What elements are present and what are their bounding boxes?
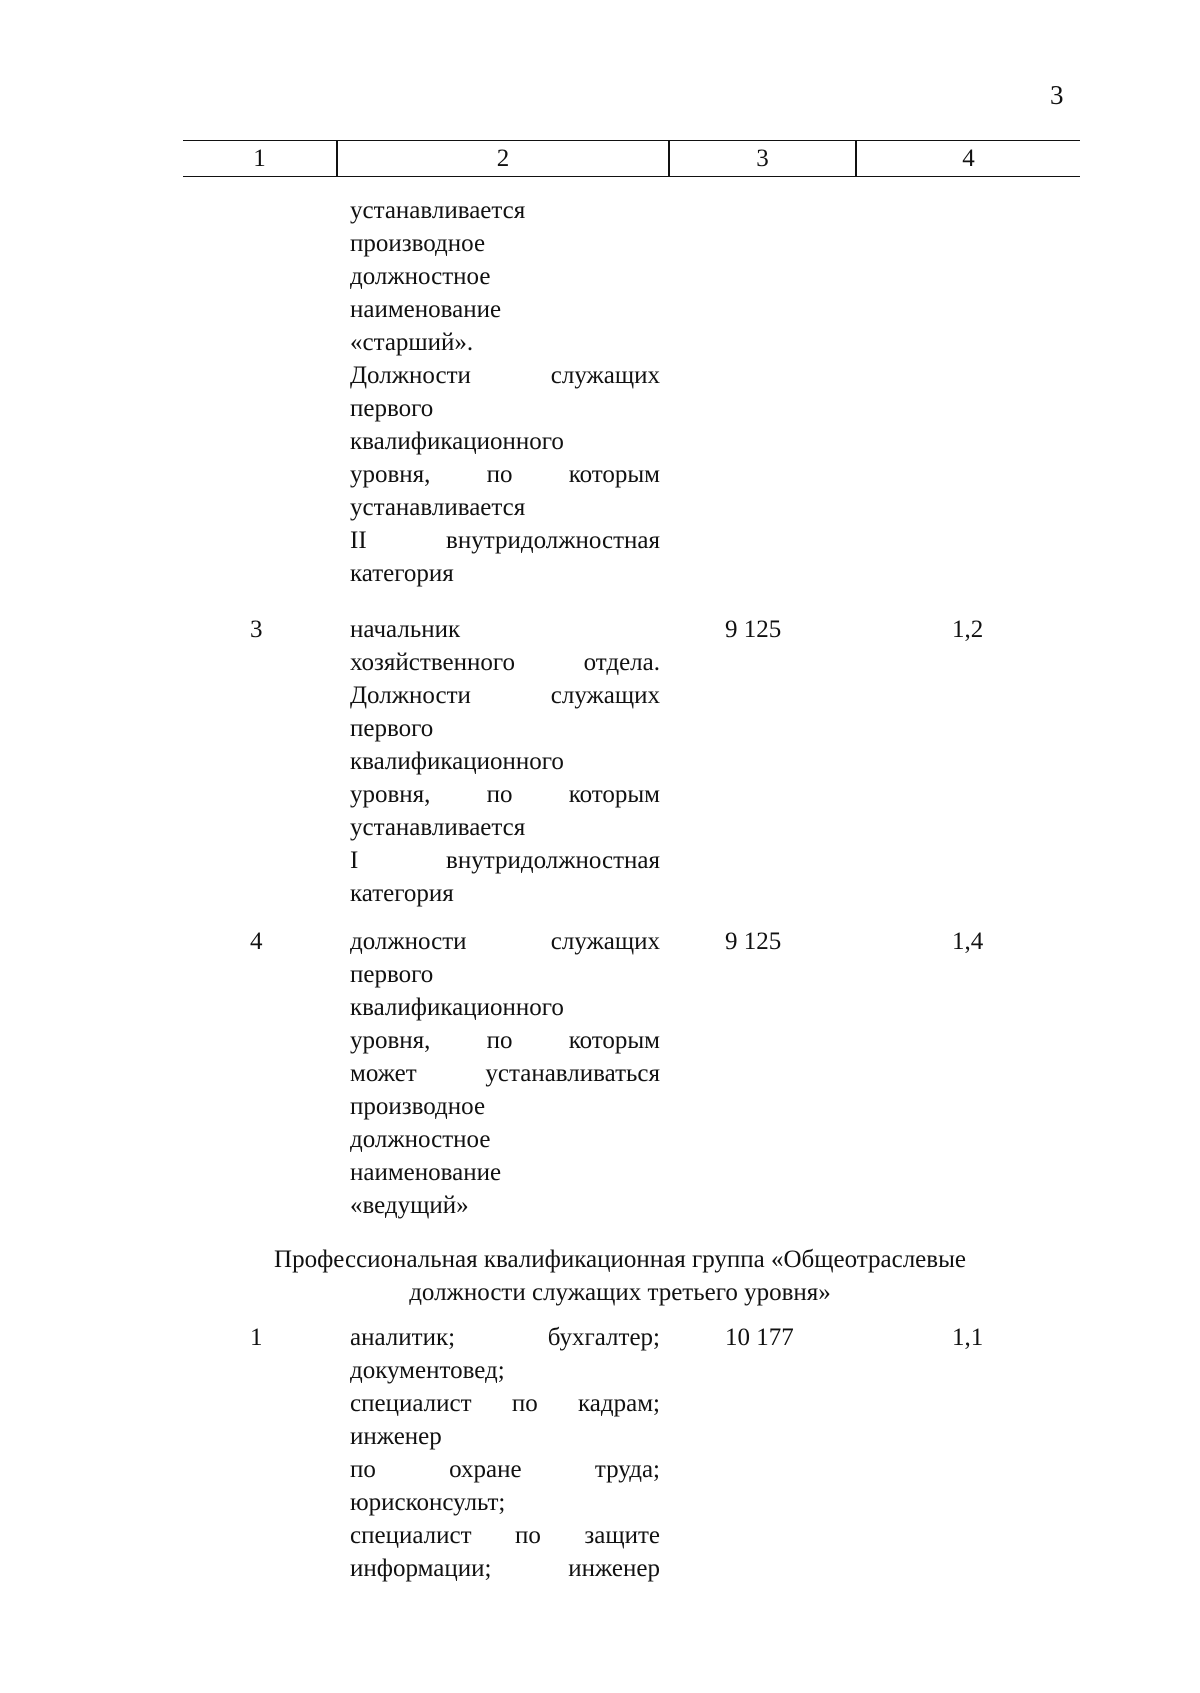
table-header-col-3: 3 xyxy=(756,145,769,172)
row-number: 4 xyxy=(250,928,263,955)
description-line: начальник xyxy=(350,616,461,643)
description-line: должностное xyxy=(350,1126,491,1153)
description-line: производное xyxy=(350,1093,486,1120)
coefficient-value: 1,2 xyxy=(952,616,984,643)
description-line: аналитик; бухгалтер; xyxy=(350,1324,660,1351)
description-line: информации; инженер xyxy=(350,1555,660,1582)
description-line: Должности служащих xyxy=(350,682,660,709)
description-line: юрисконсульт; xyxy=(350,1489,506,1516)
position-description xyxy=(350,1321,660,1585)
salary-value: 9 125 xyxy=(725,928,782,955)
row-number: 1 xyxy=(250,1324,263,1351)
coefficient-value: 1,4 xyxy=(952,928,984,955)
group-title xyxy=(200,1243,1040,1309)
description-line: первого xyxy=(350,715,434,742)
row-number: 3 xyxy=(250,616,263,643)
salary-value: 9 125 xyxy=(725,616,782,643)
description-line: квалификационного xyxy=(350,748,564,775)
page-number: 3 xyxy=(1050,80,1064,110)
description-line: категория xyxy=(350,560,454,587)
description-line: может устанавливаться xyxy=(350,1060,660,1087)
description-line: производное xyxy=(350,230,486,257)
position-description xyxy=(350,925,660,1222)
description-line: первого xyxy=(350,961,434,988)
description-line: наименование xyxy=(350,1159,502,1186)
description-line: устанавливается xyxy=(350,197,526,224)
description-line: специалист по защите xyxy=(350,1522,660,1549)
description-line: уровня, по которым xyxy=(350,781,660,808)
description-line: уровня, по которым xyxy=(350,461,660,488)
table-header-row xyxy=(183,140,1080,177)
description-line: II внутридолжностная xyxy=(350,527,660,554)
description-line: по охране труда; xyxy=(350,1456,660,1483)
description-line: первого xyxy=(350,395,434,422)
salary-value: 10 177 xyxy=(725,1324,794,1351)
description-line: I внутридолжностная xyxy=(350,847,660,874)
description-line: инженер xyxy=(350,1423,442,1450)
description-line: категория xyxy=(350,880,454,907)
description-line: должностное xyxy=(350,263,491,290)
description-line: наименование xyxy=(350,296,502,323)
description-line: устанавливается xyxy=(350,494,526,521)
coefficient-value: 1,1 xyxy=(952,1324,984,1351)
description-line: квалификационного xyxy=(350,428,564,455)
table-header-col-2: 2 xyxy=(496,145,510,172)
position-description xyxy=(350,194,660,590)
group-title-line-1: Профессиональная квалификационная группа «Общеотраслевые xyxy=(274,1246,966,1273)
description-line: хозяйственного отдела. xyxy=(350,649,660,676)
position-description xyxy=(350,613,660,910)
table-header-col-1: 1 xyxy=(253,145,266,172)
description-line: устанавливается xyxy=(350,814,526,841)
table-header-col-4: 4 xyxy=(962,145,975,172)
description-line: «ведущий» xyxy=(350,1192,469,1219)
description-line: уровня, по которым xyxy=(350,1027,660,1054)
group-title-line-2: должности служащих третьего уровня» xyxy=(409,1279,831,1306)
description-line: квалификационного xyxy=(350,994,564,1021)
description-line: специалист по кадрам; xyxy=(350,1390,660,1417)
description-line: Должности служащих xyxy=(350,362,660,389)
description-line: документовед; xyxy=(350,1357,505,1384)
description-line: должности служащих xyxy=(350,928,660,955)
description-line: «старший». xyxy=(350,329,474,356)
